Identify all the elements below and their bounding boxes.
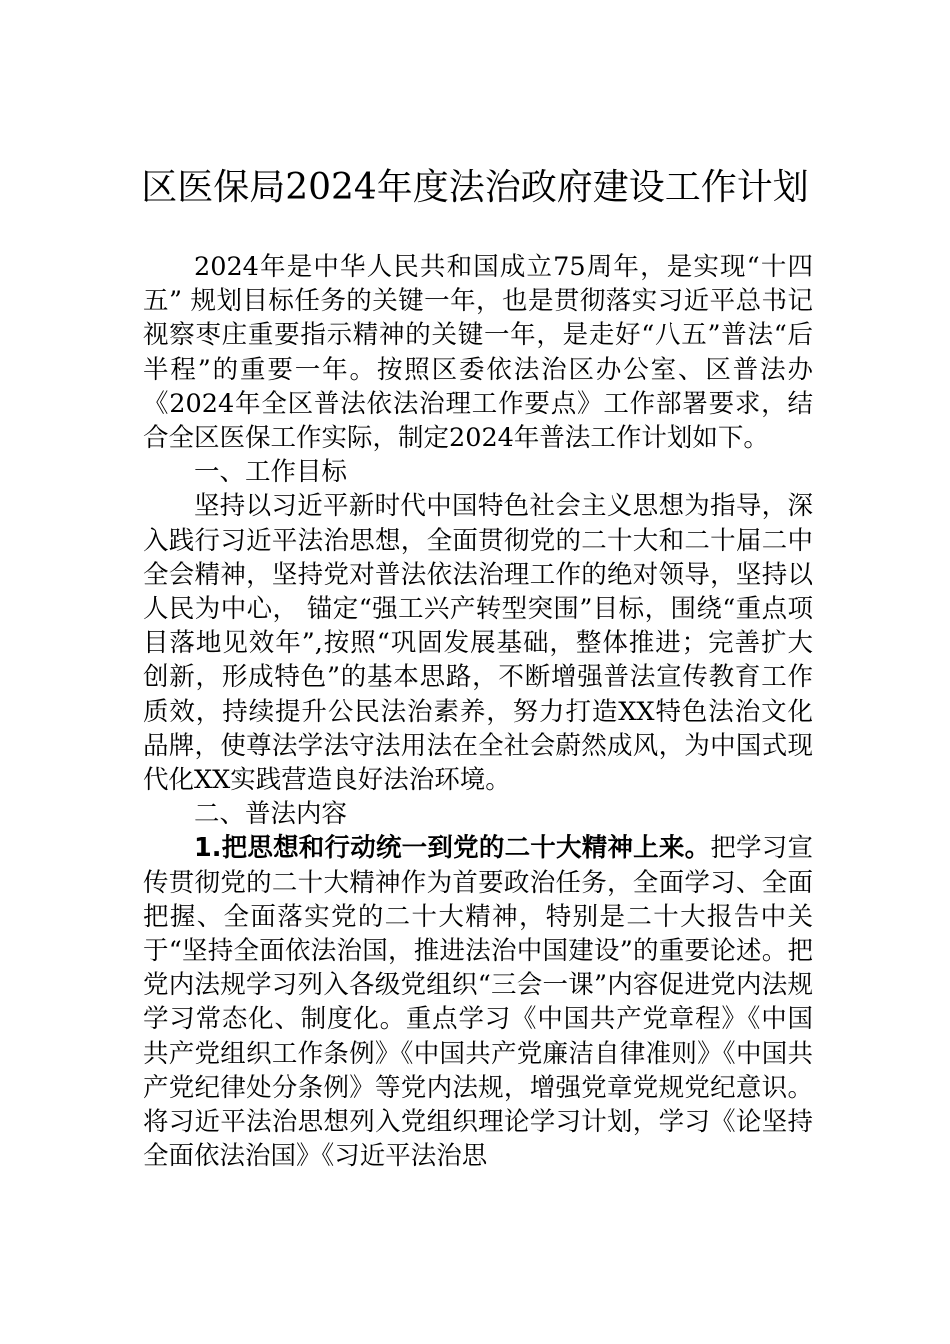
section-heading-goals: 一、工作目标 bbox=[194, 457, 348, 488]
document-body bbox=[143, 250, 813, 1173]
content-item-1-paragraph bbox=[143, 831, 813, 1173]
content-item-1-lead: 1.把思想和行动统一到党的二十大精神上来。 bbox=[194, 833, 711, 864]
page-title: 区医保局2024年度法治政府建设工作计划 bbox=[141, 167, 809, 208]
section-heading-content: 二、普法内容 bbox=[194, 799, 348, 830]
content-item-1-text: 把学习宣传贯彻党的二十大精神作为首要政治任务，全面学习、全面把握、全面落实党的二十大精神，特别是二十大报告中关于“坚持全面依法治国，推进法治中国建设”的重要论述。把党内法规学习列入各级党组织“三会一课”内容促进党内法规学习常态化、制度化。重点学习《中国共产党章程》《中国共产党组织工作条例》《中国共产党廉洁自律准则》《中国共产党纪律处分条例》等党内法规，增强党章党规党纪意识。将习近平法治思想列入党组织理论学习计划，学习《论坚持全面依法治国》《习近平法治思 bbox=[143, 833, 813, 1172]
intro-paragraph: 2024年是中华人民共和国成立75周年，是实现“十四五” 规划目标任务的关键一年，也是贯彻落实习近平总书记视察枣庄重要指示精神的关键一年，是走好“八五”普法“后半程”的重要一年。按照区委依法治区办公室、区普法办《2024年全区普法依法治理工作要点》工作部署要求，结合全区医保工作实际，制定2024年普法工作计划如下。 bbox=[143, 252, 813, 454]
goals-paragraph: 坚持以习近平新时代中国特色社会主义思想为指导，深入践行习近平法治思想，全面贯彻党的二十大和二十届二中全会精神，坚持党对普法依法治理工作的绝对领导，坚持以人民为中心， 锚定“强工兴产转型突围”目标，围绕“重点项目落地见效年”,按照“巩固发展基础，整体推进；完善扩大创新，形成特色”的基本思路，不断增强普法宣传教育工作质效，持续提升公民法治素养，努力打造XX特色法治文化品牌，使尊法学法守法用法在全社会蔚然成风，为中国式现代化XX实践营造良好法治环境。 bbox=[143, 491, 813, 796]
